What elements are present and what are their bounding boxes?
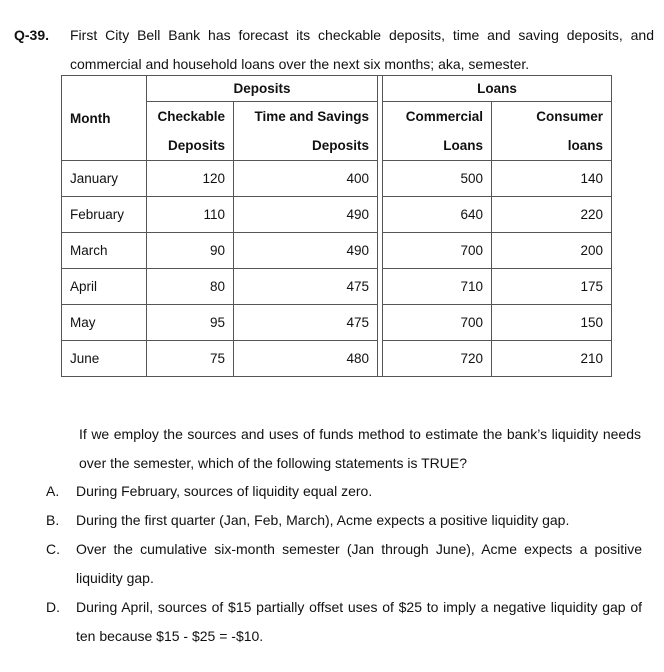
month-cell: April — [62, 269, 147, 305]
commercial-cell: 700 — [383, 305, 492, 341]
option-letter: B. — [46, 512, 60, 528]
time-savings-cell: 490 — [234, 197, 378, 233]
question-text: First City Bell Bank has forecast its checkable deposits, time and saving deposits, and commercial and household loans over the next six months; aka, semester. — [70, 27, 654, 72]
time-savings-cell: 400 — [234, 161, 378, 197]
table-row — [62, 341, 612, 377]
consumer-loans-header — [492, 102, 612, 161]
commercial-cell: 700 — [383, 233, 492, 269]
deposits-group-header: Deposits — [147, 76, 378, 102]
table-row — [62, 233, 612, 269]
commercial-cell: 710 — [383, 269, 492, 305]
month-cell: January — [62, 161, 147, 197]
month-cell: February — [62, 197, 147, 233]
option-d[interactable] — [46, 593, 642, 651]
consumer-cell: 220 — [492, 197, 612, 233]
question-prompt: If we employ the sources and uses of funds method to estimate the bank’s liquidity needs over the semester, which of the following statements is TRUE? — [79, 426, 641, 471]
commercial-loans-header — [383, 102, 492, 161]
question-number: Q-39. — [14, 27, 50, 43]
consumer-cell: 150 — [492, 305, 612, 341]
header-line: Time and Savings — [254, 109, 369, 124]
option-letter: C. — [46, 541, 60, 557]
option-text: During the first quarter (Jan, Feb, March), Acme expects a positive liquidity gap. — [76, 512, 570, 528]
option-a[interactable] — [46, 477, 642, 506]
loans-group-header: Loans — [383, 76, 612, 102]
option-c[interactable] — [46, 535, 642, 593]
option-text: During February, sources of liquidity equal zero. — [76, 483, 373, 499]
forecast-table — [61, 75, 612, 377]
month-cell: June — [62, 341, 147, 377]
time-savings-cell: 490 — [234, 233, 378, 269]
consumer-cell: 175 — [492, 269, 612, 305]
option-text: Over the cumulative six-month semester (Jan through June), Acme expects a positive liquidity gap. — [76, 541, 642, 586]
time-savings-cell: 475 — [234, 269, 378, 305]
header-line: Deposits — [167, 138, 225, 153]
month-cell: May — [62, 305, 147, 341]
checkable-cell: 120 — [147, 161, 234, 197]
table-row — [62, 269, 612, 305]
commercial-cell: 720 — [383, 341, 492, 377]
consumer-cell: 140 — [492, 161, 612, 197]
checkable-cell: 80 — [147, 269, 234, 305]
consumer-cell: 210 — [492, 341, 612, 377]
commercial-cell: 640 — [383, 197, 492, 233]
checkable-cell: 90 — [147, 233, 234, 269]
option-letter: A. — [46, 483, 60, 499]
option-text: During April, sources of $15 partially offset uses of $25 to imply a negative liquidity gap of ten because $15 - $25 = -$10. — [76, 599, 642, 644]
header-line: Consumer — [536, 109, 603, 124]
table-row — [62, 161, 612, 197]
header-line: loans — [567, 138, 603, 153]
checkable-cell: 95 — [147, 305, 234, 341]
header-line: Deposits — [311, 138, 369, 153]
option-b[interactable] — [46, 506, 642, 535]
answer-options — [46, 477, 642, 651]
checkable-cell: 110 — [147, 197, 234, 233]
time-savings-cell: 475 — [234, 305, 378, 341]
time-savings-cell: 480 — [234, 341, 378, 377]
option-letter: D. — [46, 599, 60, 615]
header-line: Checkable — [157, 109, 225, 124]
consumer-cell: 200 — [492, 233, 612, 269]
table-row — [62, 305, 612, 341]
time-savings-deposits-header — [234, 102, 378, 161]
table-row — [62, 197, 612, 233]
header-line: Loans — [443, 138, 483, 153]
month-cell: March — [62, 233, 147, 269]
checkable-deposits-header — [147, 102, 234, 161]
commercial-cell: 500 — [383, 161, 492, 197]
header-line: Commercial — [405, 109, 483, 124]
table-group-header-row — [62, 76, 612, 102]
checkable-cell: 75 — [147, 341, 234, 377]
month-header: Month — [62, 76, 147, 161]
